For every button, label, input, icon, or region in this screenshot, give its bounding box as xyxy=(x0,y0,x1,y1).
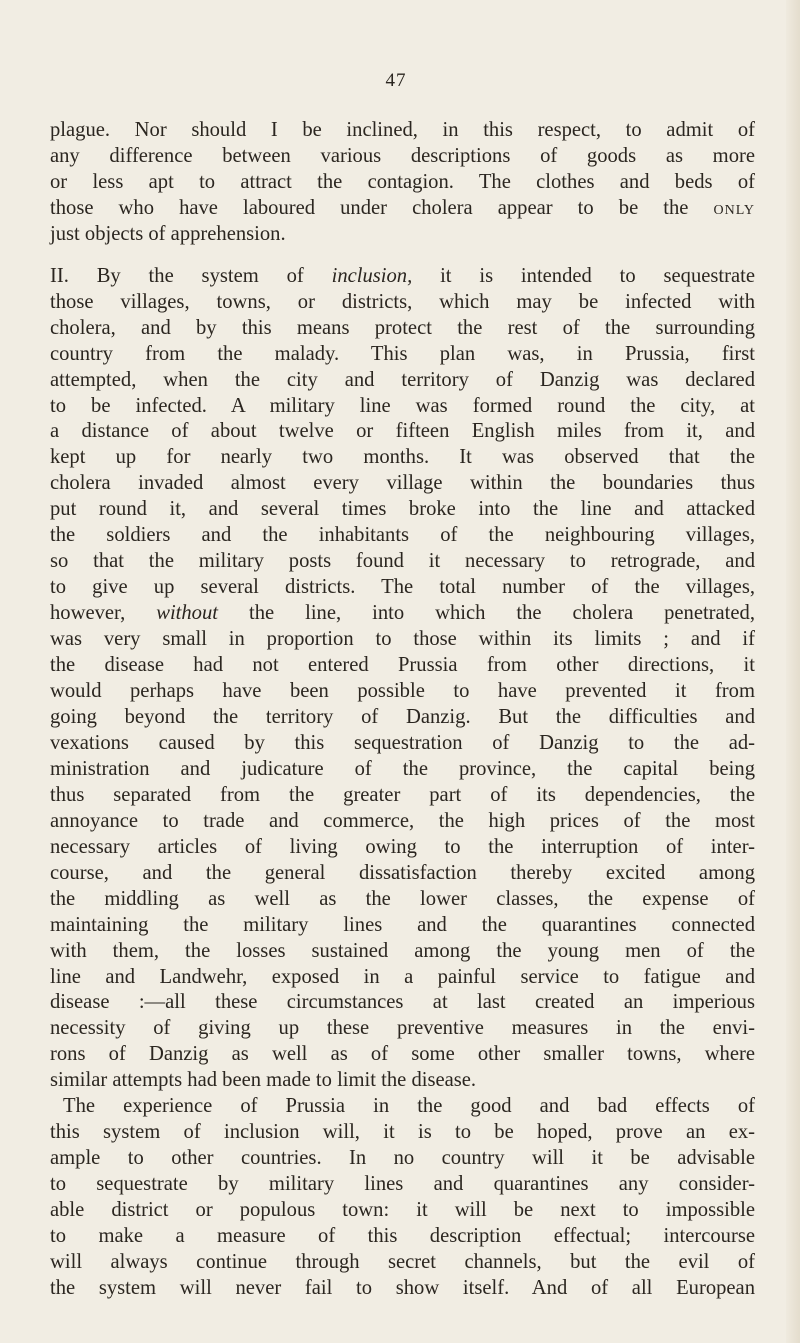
text-line: this system of inclusion will, it is to be hoped, prove an ex- xyxy=(50,1121,755,1144)
text-line: was very small in proportion to those within its limits ; and if xyxy=(50,628,755,651)
text-line xyxy=(50,264,755,290)
text-line: similar attempts had been made to limit the disease. xyxy=(50,1069,477,1092)
text-line: the middling as well as the lower classes, the expense of xyxy=(50,887,755,910)
text-line: disease :—all these circumstances at last created an imperious xyxy=(50,991,755,1014)
text-line: ample to other countries. In no country will it be advisable xyxy=(50,1147,755,1170)
text-line: going beyond the territory of Danzig. But the difficulties and xyxy=(50,705,755,728)
body-text xyxy=(50,118,755,1302)
text-line: the disease had not entered Prussia from other directions, it xyxy=(50,654,755,677)
text-line: course, and the general dissatisfaction thereby excited among xyxy=(50,861,755,884)
paragraph-2 xyxy=(50,264,755,1095)
text-line: thus separated from the greater part of its dependencies, the xyxy=(50,783,755,806)
page-number: 47 xyxy=(385,70,407,91)
text-line: plague. Nor should I be inclined, in this respect, to admit of xyxy=(50,119,755,141)
text-line: able district or populous town: it will be next to impossible xyxy=(50,1199,755,1222)
paragraph-3 xyxy=(50,1094,755,1302)
text-line: put round it, and several times broke into the line and attacked xyxy=(50,498,755,521)
text-line: necessary articles of living owing to the interruption of inter- xyxy=(50,835,755,858)
text-line xyxy=(50,601,755,627)
text-line: to sequestrate by military lines and quarantines any consider- xyxy=(50,1173,755,1196)
text-line: cholera, and by this means protect the rest of the surrounding xyxy=(50,316,755,339)
text-line: country from the malady. This plan was, in Prussia, first xyxy=(50,342,755,365)
page-edge-shadow xyxy=(786,0,800,1343)
italic-term: inclusion, xyxy=(331,264,413,287)
text-line: cholera invaded almost every village within the boundaries thus xyxy=(50,472,755,495)
text-line: annoyance to trade and commerce, the high prices of the most xyxy=(50,809,755,832)
text-segment: II. By the system of xyxy=(50,264,304,287)
text-line: to be infected. A military line was formed round the city, at xyxy=(50,394,755,417)
text-line: just objects of apprehension. xyxy=(50,222,286,245)
paragraph-gap xyxy=(50,248,755,264)
text-line: would perhaps have been possible to have prevented it from xyxy=(50,680,755,703)
text-segment: those who have laboured under cholera appear to be the xyxy=(50,196,689,219)
text-line: rons of Danzig as well as of some other smaller towns, where xyxy=(50,1043,755,1066)
text-line: those villages, towns, or districts, which may be infected with xyxy=(50,290,755,313)
small-caps-emphasis: only xyxy=(713,196,755,219)
text-line xyxy=(50,196,755,222)
text-segment: however, xyxy=(50,602,126,625)
text-line: vexations caused by this sequestration of Danzig to the ad- xyxy=(50,731,755,754)
italic-term: without xyxy=(156,602,218,625)
text-line: to make a measure of this description effectual; intercourse xyxy=(50,1225,755,1248)
text-line: so that the military posts found it necessary to retrograde, and xyxy=(50,550,755,573)
text-line: with them, the losses sustained among the young men of the xyxy=(50,939,755,962)
text-line: or less apt to attract the contagion. The clothes and beds of xyxy=(50,170,755,193)
text-line: the system will never fail to show itself. And of all European xyxy=(50,1276,755,1299)
text-line: the soldiers and the inhabitants of the neighbouring villages, xyxy=(50,524,755,547)
text-segment: it is intended to sequestrate xyxy=(412,264,756,287)
text-line: will always continue through secret channels, but the evil of xyxy=(50,1250,755,1273)
text-line: necessity of giving up these preventive measures in the envi- xyxy=(50,1017,755,1040)
text-line: line and Landwehr, exposed in a painful service to fatigue and xyxy=(50,965,755,988)
text-line: kept up for nearly two months. It was observed that the xyxy=(50,446,755,469)
text-line: any difference between various descriptions of goods as more xyxy=(50,144,755,167)
text-line: attempted, when the city and territory of Danzig was declared xyxy=(50,368,755,391)
paragraph-1 xyxy=(50,118,755,248)
text-line: to give up several districts. The total number of the villages, xyxy=(50,576,755,599)
text-line: ministration and judicature of the province, the capital being xyxy=(50,757,755,780)
text-segment: the line, into which the cholera penetrated, xyxy=(218,602,755,625)
text-line: The experience of Prussia in the good and bad effects of xyxy=(63,1095,755,1118)
text-line: maintaining the military lines and the quarantines connected xyxy=(50,913,755,936)
text-line: a distance of about twelve or fifteen English miles from it, and xyxy=(50,420,755,443)
